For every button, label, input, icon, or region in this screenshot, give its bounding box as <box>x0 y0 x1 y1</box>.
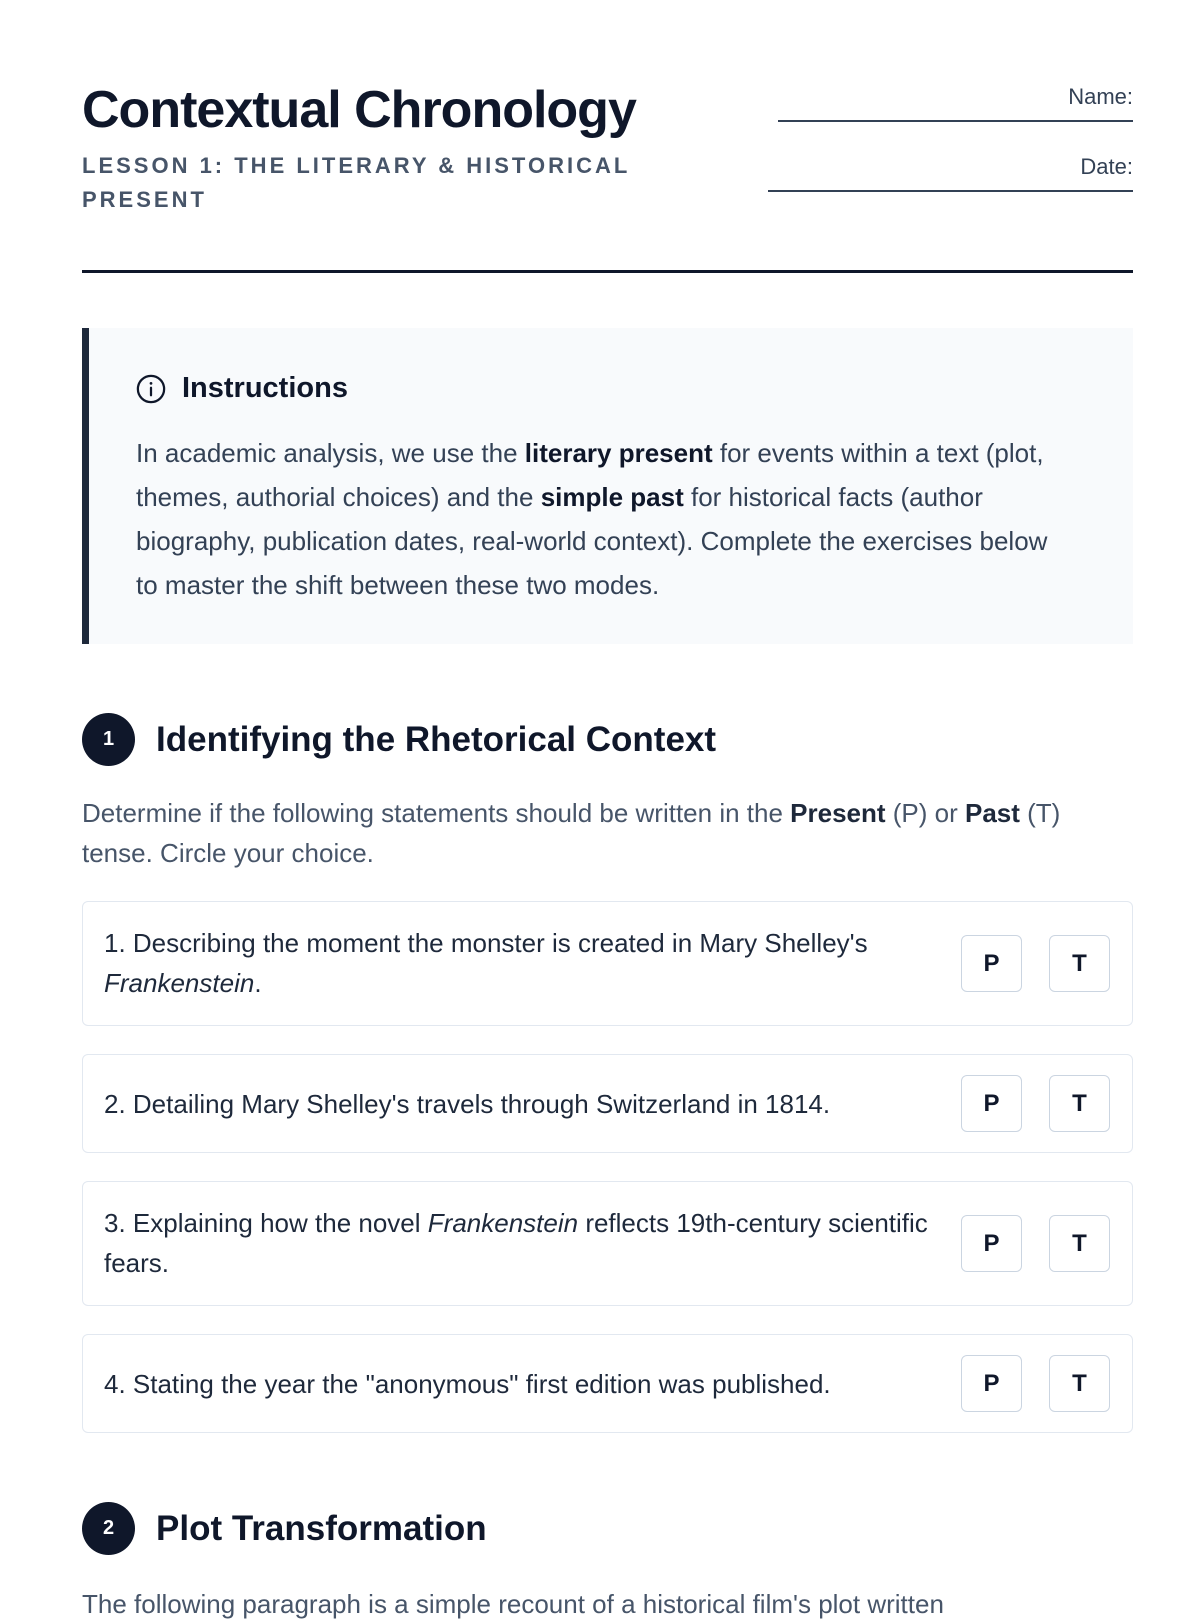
instructions-title: Instructions <box>182 372 348 404</box>
question-card <box>82 1054 1133 1153</box>
present-choice-button[interactable]: P <box>961 1075 1022 1132</box>
student-info <box>763 82 1133 192</box>
section-2-header <box>82 1502 487 1555</box>
instructions-body: In academic analysis, we use the literary present for events within a text (plot, themes, authorial choices) and the simple past for historical facts (author biography, publication dates, real-world context). Complete the exercises below to master the shift between these two modes. <box>136 438 1048 600</box>
section-number-badge: 1 <box>82 713 135 766</box>
worksheet-header <box>82 0 1133 273</box>
date-line <box>768 180 1133 192</box>
page-title: Contextual Chronology <box>82 81 636 139</box>
past-choice-button[interactable]: T <box>1049 1215 1110 1272</box>
question-card <box>82 1334 1133 1433</box>
past-choice-button[interactable]: T <box>1049 1075 1110 1132</box>
section-2-description: The following paragraph is a simple recount of a historical film's plot written <box>82 1589 944 1619</box>
instructions-box <box>82 328 1133 644</box>
present-choice-button[interactable]: P <box>961 1215 1022 1272</box>
literary-present-term: literary present <box>524 438 713 468</box>
name-label: Name: <box>1068 84 1133 109</box>
section-title: Identifying the Rhetorical Context <box>156 719 717 759</box>
question-text: 3. Explaining how the novel Frankenstein reflects 19th-century scientific fears. <box>104 1208 928 1278</box>
question-text: 1. Describing the moment the monster is created in Mary Shelley's Frankenstein. <box>104 928 868 998</box>
date-label: Date: <box>1080 154 1133 179</box>
instructions-header <box>136 372 348 405</box>
section-title: Plot Transformation <box>156 1508 487 1548</box>
present-choice-button[interactable]: P <box>961 935 1022 992</box>
question-card <box>82 1181 1133 1306</box>
lesson-subtitle: LESSON 1: THE LITERARY & HISTORICAL PRESENT <box>82 153 630 212</box>
past-choice-button[interactable]: T <box>1049 935 1110 992</box>
present-choice-button[interactable]: P <box>961 1355 1022 1412</box>
section-1-description: Determine if the following statements should be written in the Present (P) or Past (T) tense. Circle your choice. <box>82 798 1061 868</box>
question-text: 4. Stating the year the "anonymous" first edition was published. <box>104 1369 831 1399</box>
question-text: 2. Detailing Mary Shelley's travels through Switzerland in 1814. <box>104 1089 831 1119</box>
question-card <box>82 901 1133 1026</box>
simple-past-term: simple past <box>540 482 684 512</box>
worksheet-page <box>82 0 1133 1619</box>
past-choice-button[interactable]: T <box>1049 1355 1110 1412</box>
section-number-badge: 2 <box>82 1502 135 1555</box>
info-circle-icon <box>136 374 166 404</box>
section-1-header <box>82 713 716 766</box>
